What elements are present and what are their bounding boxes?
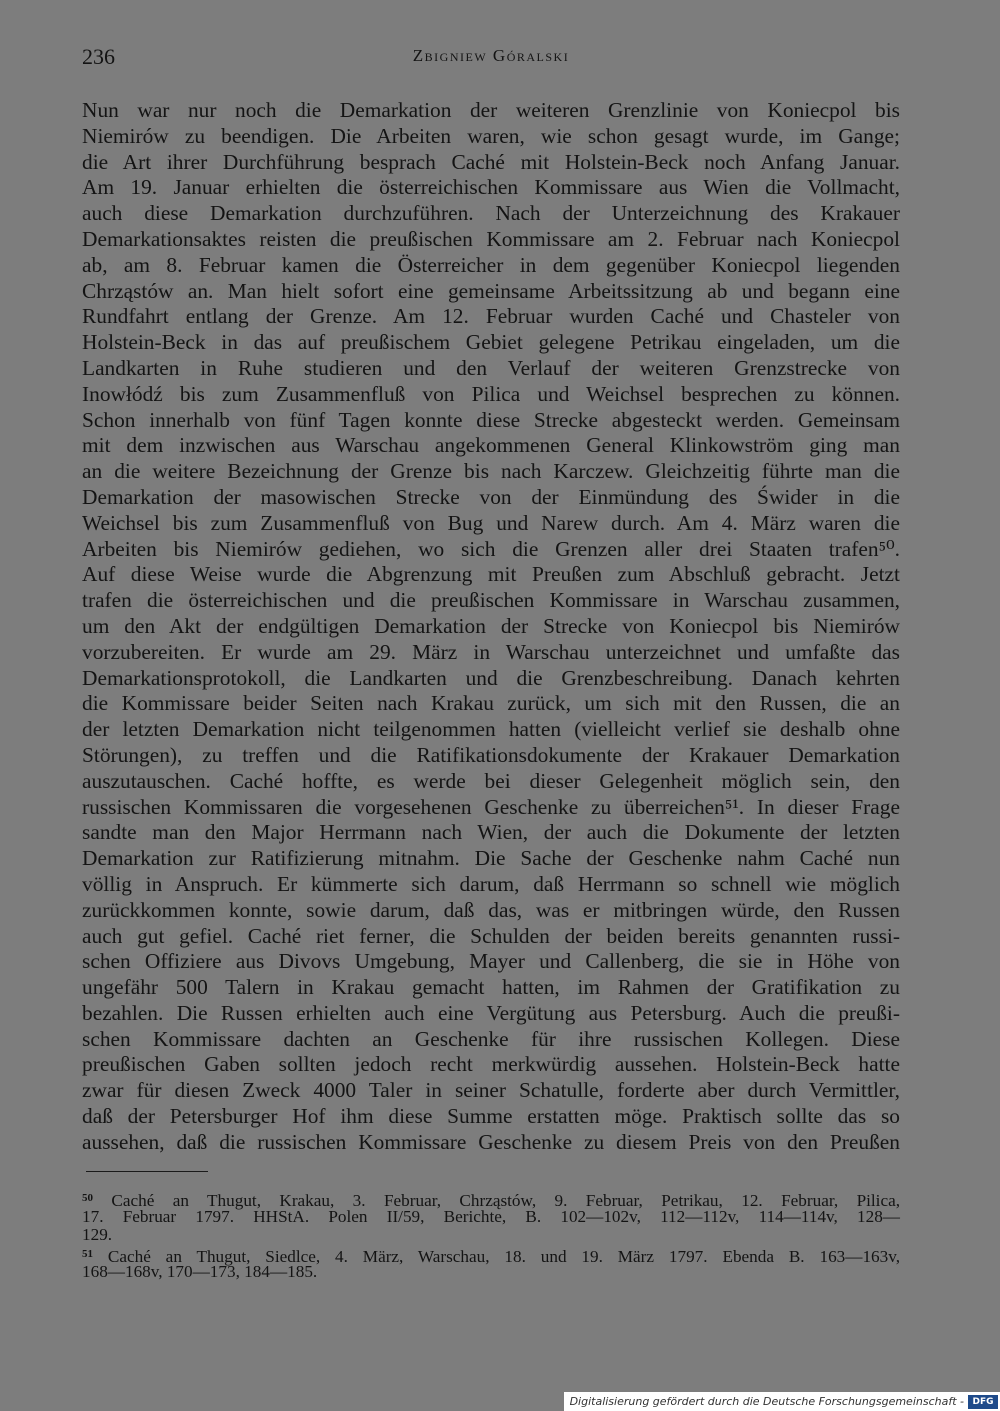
footnote-divider: [86, 1171, 208, 1172]
text-line: zurückkommen konnte, sowie darum, daß das, was er mitbringen würde, den Russen: [82, 897, 900, 922]
text-line: Am 19. Januar erhielten die österreichischen Kommissare aus Wien die Vollmacht,: [82, 175, 900, 200]
text-line: Nun war nur noch die Demarkation der weiteren Grenzlinie von Koniecpol bis: [82, 98, 900, 122]
text-line: aussehen, daß die russischen Kommissare Geschenke zu diesem Preis von den Preußen: [82, 1129, 900, 1154]
running-head: Zbigniew Góralski: [412, 46, 570, 65]
text-line: auch diese Demarkation durchzuführen. Nach der Unterzeichnung des Krakauer: [82, 201, 900, 226]
footnotes: [82, 1189, 900, 1282]
text-line: die Kommissare beider Seiten nach Krakau zurück, um sich mit den Russen, die an: [82, 691, 900, 716]
text-line: bezahlen. Die Russen erhielten auch eine Vergütung aus Petersburg. Auch die preußi-: [82, 1000, 900, 1025]
footnote-text: Caché an Thugut, Siedlce, 4. März, Warschau, 18. und 19. März 1797. Ebenda B. 163—163v,: [107, 1246, 900, 1266]
credit-text: Digitalisierung gefördert durch die Deutsche Forschungsgemeinschaft -: [569, 1395, 964, 1408]
text-line: vorzubereiten. Er wurde am 29. März in Warschau unterzeichnet und umfaßte das: [82, 639, 900, 664]
page-header: [82, 44, 900, 78]
text-line: um den Akt der endgültigen Demarkation der Strecke von Koniecpol bis Niemirów: [82, 613, 900, 638]
text-line: auch gut gefiel. Caché riet ferner, die Schulden der beiden bereits genannten russi-: [82, 923, 900, 948]
text-line: die Art ihrer Durchführung besprach Caché mit Holstein-Beck noch Anfang Januar.: [82, 149, 900, 174]
text-line: schen Offiziere aus Divovs Umgebung, Mayer und Callenberg, die sie in Höhe von: [82, 949, 900, 974]
text-line: der letzten Demarkation nicht teilgenommen hatten (vielleicht verlief sie deshalb ohne: [82, 717, 900, 742]
footnote-50-line: [82, 1189, 900, 1208]
text-line: Schon innerhalb von fünf Tagen konnte diese Strecke abgesteckt werden. Gemeinsam: [82, 407, 900, 432]
page-number: 236: [82, 44, 115, 69]
text-line: sandte man den Major Herrmann nach Wien, der auch die Dokumente der letzten: [82, 820, 900, 845]
text-line: Niemirów zu beendigen. Die Arbeiten waren, wie schon gesagt wurde, im Gange;: [82, 123, 900, 148]
text-line: russischen Kommissaren die vorgesehenen Geschenke zu überreichen⁵¹. In dieser Frage: [82, 794, 900, 819]
text-line: Inowłódź bis zum Zusammenfluß von Pilica und Weichsel besprechen zu können.: [82, 381, 900, 406]
footnote-51-line: [82, 1245, 900, 1264]
text-line: Holstein-Beck in das auf preußischem Gebiet gelegene Petrikau eingeladen, um die: [82, 330, 900, 355]
text-line: Demarkation der masowischen Strecke von der Einmündung des Świder in die: [82, 484, 900, 509]
text-line: völlig in Anspruch. Er kümmerte sich darum, daß Herrmann so schnell wie möglich: [82, 871, 900, 896]
footnote-50-line: 17. Februar 1797. HHStA. Polen II/59, Berichte, B. 102—102v, 112—112v, 114—114v, 128—: [82, 1206, 900, 1226]
footnote-marker: 50: [82, 1192, 93, 1204]
text-line: preußischen Gaben sollten jedoch recht merkwürdig aussehen. Holstein-Beck hatte: [82, 1052, 900, 1077]
text-line: Arbeiten bis Niemirów gediehen, wo sich die Grenzen aller drei Staaten trafen⁵⁰.: [82, 536, 900, 561]
text-line: Chrząstów an. Man hielt sofort eine gemeinsame Arbeitssitzung ab und begann eine: [82, 278, 900, 303]
text-line: Demarkation zur Ratifizierung mitnahm. Die Sache der Geschenke nahm Caché nun: [82, 846, 900, 871]
text-line: Demarkationsprotokoll, die Landkarten und die Grenzbeschreibung. Danach kehrten: [82, 665, 900, 690]
text-line: trafen die österreichischen und die preußischen Kommissare in Warschau zusammen,: [82, 588, 900, 613]
footnote-50-line: 129.: [82, 1225, 113, 1245]
footnote-text: Caché an Thugut, Krakau, 3. Februar, Chrząstów, 9. Februar, Petrikau, 12. Februar, Pilica,: [111, 1191, 901, 1210]
text-line: an die weitere Bezeichnung der Grenze bis nach Karczew. Gleichzeitig führte man die: [82, 459, 900, 484]
footnote-51-line: 168—168v, 170—173, 184—185.: [82, 1262, 318, 1282]
dfg-logo-icon: DFG: [968, 1395, 998, 1409]
text-line: Rundfahrt entlang der Grenze. Am 12. Februar wurden Caché und Chasteler von: [82, 304, 900, 329]
digitization-credit: [564, 1392, 1000, 1411]
text-line: zwar für diesen Zweck 4000 Taler in seiner Schatulle, forderte aber durch Vermittler,: [82, 1078, 900, 1103]
text-line: daß der Petersburger Hof ihm diese Summe erstatten möge. Praktisch sollte das so: [82, 1104, 900, 1129]
text-line: ab, am 8. Februar kamen die Österreicher in dem gegenüber Koniecpol liegenden: [82, 252, 900, 277]
text-line: Störungen), zu treffen und die Ratifikationsdokumente der Krakauer Demarkation: [82, 742, 900, 767]
text-line: Demarkationsaktes reisten die preußischen Kommissare am 2. Februar nach Koniecpol: [82, 226, 900, 251]
body-text: [82, 98, 900, 1156]
text-line: auszutauschen. Caché hoffte, es werde bei dieser Gelegenheit möglich sein, den: [82, 768, 900, 793]
text-line: Landkarten in Ruhe studieren und den Verlauf der weiteren Grenzstrecke von: [82, 355, 900, 380]
text-line: ungefähr 500 Talern in Krakau gemacht hatten, im Rahmen der Gratifikation zu: [82, 975, 900, 1000]
text-line: Auf diese Weise wurde die Abgrenzung mit Preußen zum Abschluß gebracht. Jetzt: [82, 562, 900, 587]
text-line: schen Kommissare dachten an Geschenke für ihre russischen Kollegen. Diese: [82, 1026, 900, 1051]
text-line: Weichsel bis zum Zusammenfluß von Bug und Narew durch. Am 4. März waren die: [82, 510, 900, 535]
text-line: mit dem inzwischen aus Warschau angekommenen General Klinkowström ging man: [82, 433, 900, 458]
footnote-marker: 51: [82, 1247, 93, 1260]
